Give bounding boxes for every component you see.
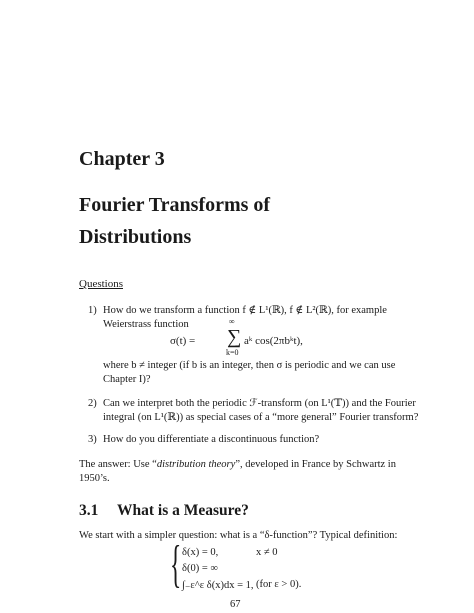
chapter-label: Chapter 3 xyxy=(79,148,165,170)
answer-paragraph xyxy=(79,458,396,472)
answer-prefix: The answer: Use “ xyxy=(79,459,157,470)
questions-heading: Questions xyxy=(79,278,123,290)
question-2-line-2: integral (on L¹(ℝ)) as special cases of a “more general” Fourier transform? xyxy=(103,412,419,423)
answer-suffix: ”, developed in France by Schwartz in xyxy=(235,459,396,470)
delta-definition xyxy=(170,536,350,597)
sum-lower-limit: k=0 xyxy=(226,348,239,357)
case-1-expr: δ(x) = 0, xyxy=(182,547,219,558)
case-1-cond: x ≠ 0 xyxy=(256,547,278,558)
sum-symbol: ∑ xyxy=(227,326,242,348)
question-1-line-3: where b ≠ integer (if b is an integer, then σ is periodic and we can use xyxy=(103,360,396,371)
chapter-title-line-1: Fourier Transforms of xyxy=(79,194,271,216)
question-3-number: 3) xyxy=(88,434,97,445)
question-3-line-1: How do you differentiate a discontinuous function? xyxy=(103,434,320,445)
case-3-cond: (for ε > 0). xyxy=(256,579,302,590)
question-1-line-4: Chapter I)? xyxy=(103,374,151,385)
sum-upper-limit: ∞ xyxy=(229,317,235,326)
section-number: 3.1 xyxy=(79,502,99,519)
section-heading xyxy=(79,502,249,520)
question-1-line-1: How do we transform a function f ∉ L¹(ℝ), f ∉ L²(ℝ), for example xyxy=(103,305,387,316)
formula-lhs: σ(t) = xyxy=(170,335,196,347)
chapter-title-line-2: Distributions xyxy=(79,226,192,248)
page-number: 67 xyxy=(230,599,241,610)
left-brace: { xyxy=(170,536,182,593)
case-3-expr: ∫₋ε^ε δ(x)dx = 1, xyxy=(182,580,254,591)
formula-rhs: aᵏ cos(2πbᵏt), xyxy=(244,335,303,347)
answer-emphasis: distribution theory xyxy=(156,459,236,470)
question-1-line-2: Weierstrass function xyxy=(103,319,189,330)
question-2-number: 2) xyxy=(88,398,97,409)
section-intro: We start with a simpler question: what is a “δ-function”? Typical definition: xyxy=(79,530,398,541)
question-1-number: 1) xyxy=(88,305,97,316)
case-2-expr: δ(0) = ∞ xyxy=(182,563,218,574)
answer-line-2: 1950’s. xyxy=(79,473,110,484)
question-2-line-1: Can we interpret both the periodic ℱ-transform (on L¹(𝕋)) and the Fourier xyxy=(103,398,416,409)
section-title: What is a Measure? xyxy=(117,502,249,519)
